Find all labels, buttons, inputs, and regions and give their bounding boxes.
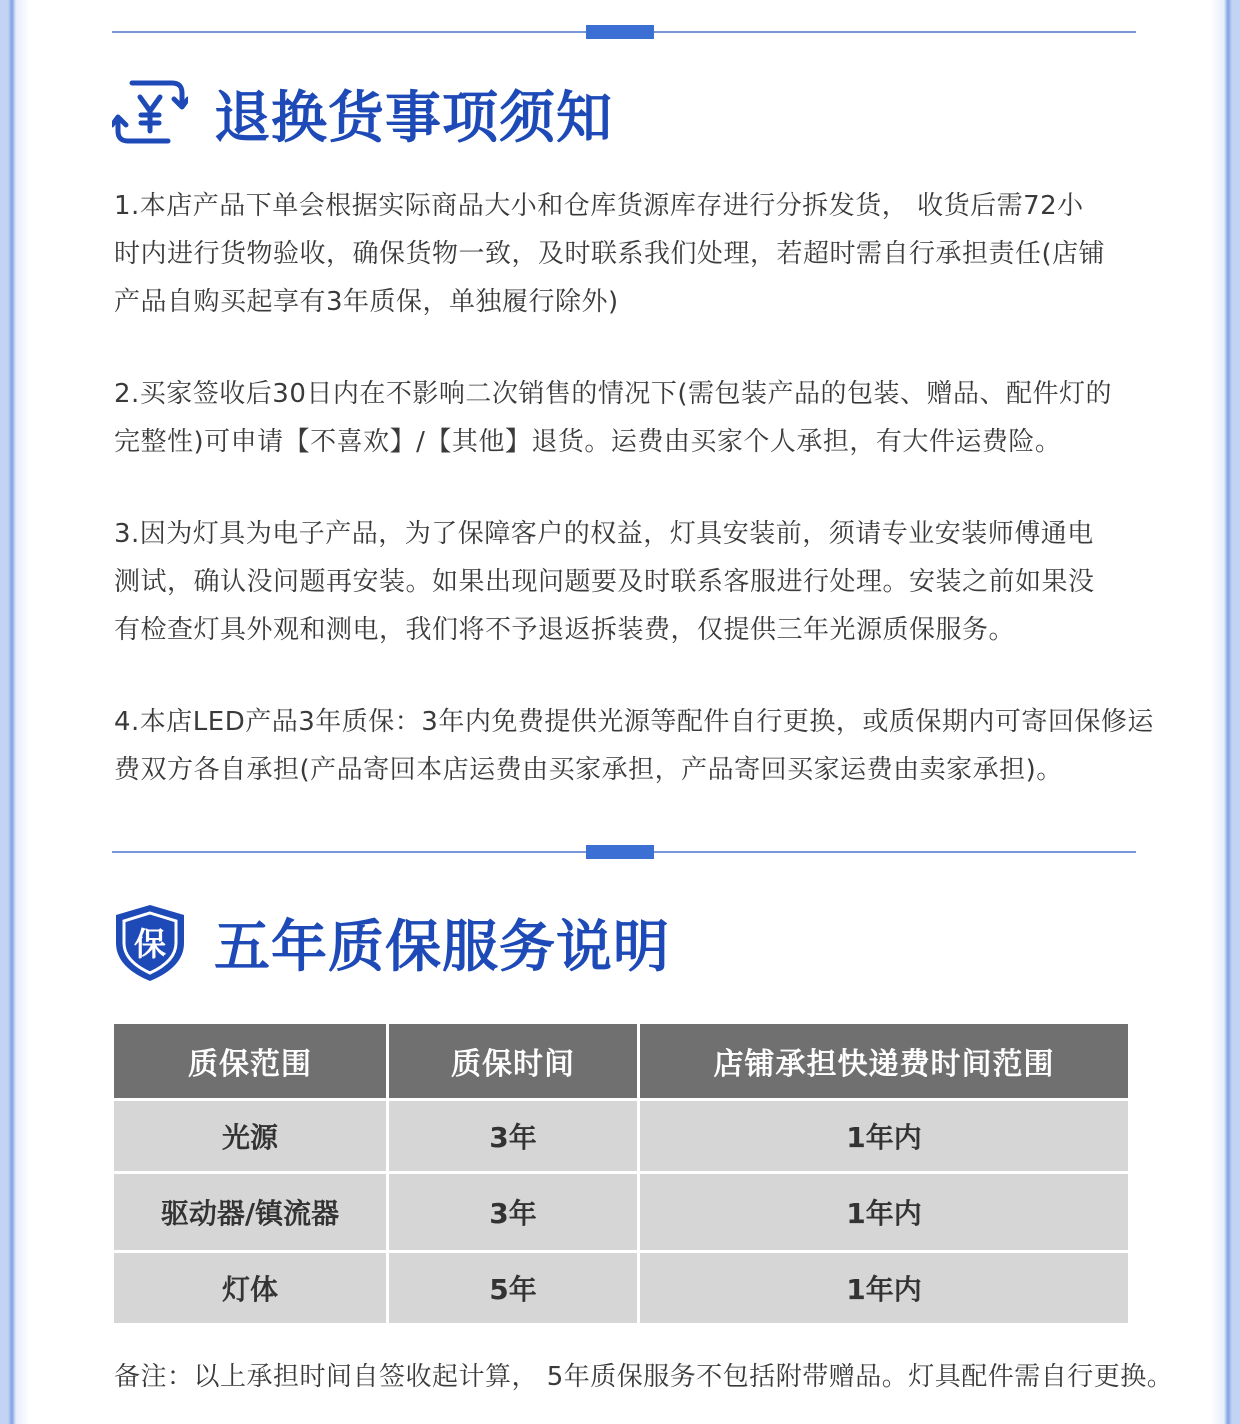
- footnote-text: 备注：以上承担时间自签收起计算， 5年质保服务不包括附带赠品。灯具配件需自行更换。: [114, 1362, 1174, 1392]
- table-cell-scope: 光源: [114, 1101, 386, 1171]
- table-cell-shipping-range: 1年内: [640, 1101, 1128, 1171]
- section-divider-middle: [112, 845, 1136, 857]
- warranty-table: [111, 1021, 1131, 1326]
- table-cell-scope: 驱动器/镇流器: [114, 1174, 386, 1250]
- shield-icon: [112, 903, 188, 983]
- table-row: [114, 1174, 1128, 1250]
- table-cell-duration: 5年: [389, 1253, 637, 1323]
- section-title-returns: 退换货事项须知: [214, 86, 613, 151]
- table-header-duration: 质保时间: [389, 1024, 637, 1098]
- table-row: [114, 1101, 1128, 1171]
- policy-paragraph-4: 4.本店LED产品3年质保：3年内免费提供光源等配件自行更换，或质保期内可寄回保修运费双方各自承担(产品寄回本店运费由买家承担，产品寄回买家运费由卖家承担)。: [114, 707, 1154, 785]
- policy-paragraph-2: 2.买家签收后30日内在不影响二次销售的情况下(需包装产品的包装、赠品、配件灯的完整性)可申请【不喜欢】/【其他】退货。运费由买家个人承担，有大件运费险。: [114, 379, 1113, 457]
- table-cell-duration: 3年: [389, 1174, 637, 1250]
- table-cell-duration: 3年: [389, 1101, 637, 1171]
- section-heading-returns: [112, 78, 613, 150]
- returns-policy-text: [114, 182, 1174, 838]
- table-header-shipping-range: 店铺承担快递费时间范围: [640, 1024, 1128, 1098]
- left-border-decoration: [0, 0, 30, 1424]
- section-divider-top: [112, 25, 1136, 37]
- section-heading-warranty: [112, 903, 670, 983]
- yen-exchange-icon: [112, 77, 188, 151]
- right-border-decoration: [1210, 0, 1240, 1424]
- table-cell-scope: 灯体: [114, 1253, 386, 1323]
- table-cell-shipping-range: 1年内: [640, 1253, 1128, 1323]
- section-title-warranty: 五年质保服务说明: [214, 915, 670, 980]
- shield-badge-char: 保: [133, 925, 166, 963]
- table-row: [114, 1253, 1128, 1323]
- table-header-scope: 质保范围: [114, 1024, 386, 1098]
- table-header-row: [114, 1024, 1128, 1098]
- policy-paragraph-1: 1.本店产品下单会根据实际商品大小和仓库货源库存进行分拆发货， 收货后需72小时内进行货物验收，确保货物一致，及时联系我们处理，若超时需自行承担责任(店铺产品自购买起享有3年质保，单独履行除外): [114, 191, 1106, 317]
- policy-paragraph-3: 3.因为灯具为电子产品，为了保障客户的权益，灯具安装前，须请专业安装师傅通电测试，确认没问题再安装。如果出现问题要及时联系客服进行处理。安装之前如果没有检查灯具外观和测电，我们将不予退返拆装费，仅提供三年光源质保服务。: [114, 519, 1095, 645]
- table-cell-shipping-range: 1年内: [640, 1174, 1128, 1250]
